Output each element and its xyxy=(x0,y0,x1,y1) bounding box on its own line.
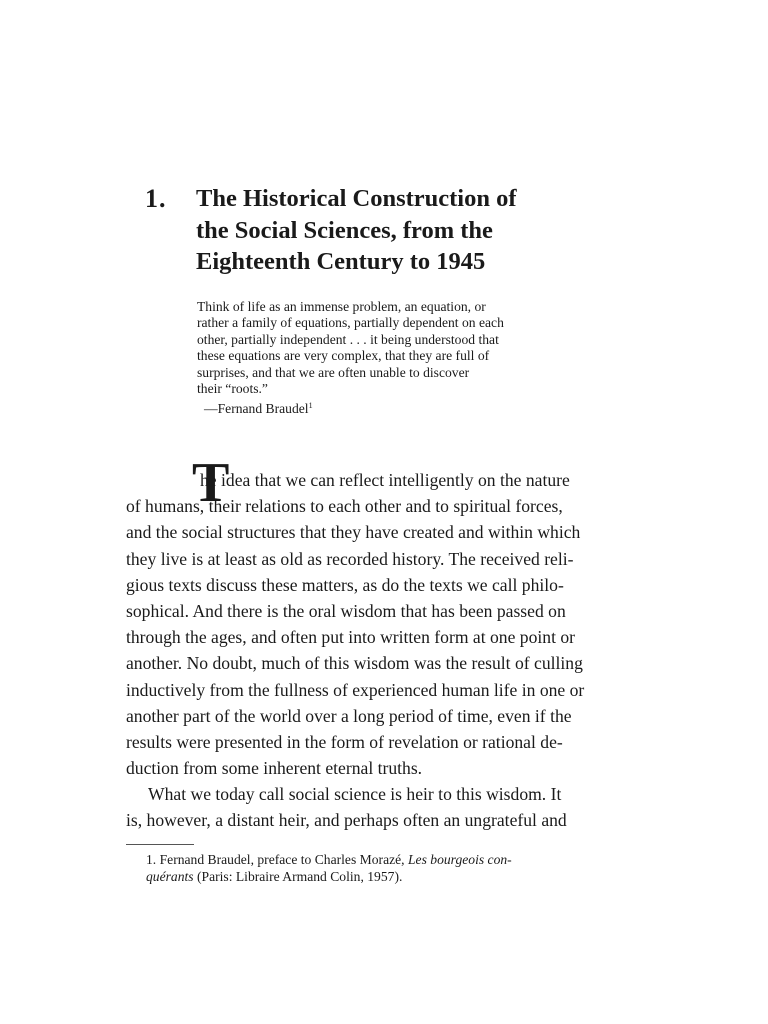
body-text xyxy=(126,452,654,834)
epigraph-attribution xyxy=(197,398,627,417)
attribution-text: —Fernand Braudel xyxy=(204,401,309,417)
footnote-marker: 1 xyxy=(308,401,313,411)
footnote-divider xyxy=(126,844,194,845)
epigraph-line: surprises, and that we are often unable to discover xyxy=(197,364,470,380)
footnote-text: Fernand Braudel, preface to Charles Morazé, xyxy=(159,852,405,867)
paragraph-line: another. No doubt, much of this wisdom was the result of culling xyxy=(126,653,583,674)
paragraph-line: through the ages, and often put into written form at one point or xyxy=(126,627,576,648)
paragraph-line: they live is at least as old as recorded history. The received reli- xyxy=(126,548,574,569)
paragraph-line: another part of the world over a long period of time, even if the xyxy=(126,705,572,726)
epigraph xyxy=(197,299,627,418)
paragraph-line: gious texts discuss these matters, as do the texts we call philo- xyxy=(126,574,564,595)
footnote xyxy=(146,851,656,885)
footnote-line xyxy=(146,868,656,885)
chapter-title-line: The Historical Construction of xyxy=(196,185,517,212)
epigraph-line: these equations are very complex, that they are full of xyxy=(197,348,490,364)
footnote-line xyxy=(146,851,656,868)
epigraph-line: rather a family of equations, partially dependent on each xyxy=(197,315,504,331)
paragraph-line: and the social structures that they have created and within which xyxy=(126,522,581,543)
epigraph-line: other, partially independent . . . it being understood that xyxy=(197,331,499,347)
first-line-text: he idea that we can reflect intelligently on the nature xyxy=(200,470,570,490)
footnote-number: 1. xyxy=(146,852,157,867)
chapter-title-line: the Social Sciences, from the xyxy=(196,216,493,244)
epigraph-line: their “roots.” xyxy=(197,381,268,397)
paragraph-line: duction from some inherent eternal truths. xyxy=(126,758,423,779)
paragraph-line: is, however, a distant heir, and perhaps often an ungrateful and xyxy=(126,810,567,831)
drop-cap: T xyxy=(192,452,230,514)
chapter-title xyxy=(196,183,616,278)
footnote-publisher: (Paris: Libraire Armand Colin, 1957). xyxy=(196,869,403,884)
paragraph-line: sophical. And there is the oral wisdom that has been passed on xyxy=(126,600,566,621)
paragraph-line: of humans, their relations to each other and to spiritual forces, xyxy=(126,496,563,517)
epigraph-line: Think of life as an immense problem, an equation, or xyxy=(197,299,486,314)
footnote-book-title-cont: quérants xyxy=(146,869,194,884)
paragraph-line: What we today call social science is heir to this wisdom. It xyxy=(148,784,562,805)
chapter-number: 1. xyxy=(145,184,167,213)
chapter-title-line: Eighteenth Century to 1945 xyxy=(196,248,486,275)
paragraph-line: results were presented in the form of revelation or rational de- xyxy=(126,731,563,752)
footnote-book-title: Les bourgeois con- xyxy=(407,852,512,867)
paragraph-line: inductively from the fullness of experienced human life in one or xyxy=(126,679,585,700)
